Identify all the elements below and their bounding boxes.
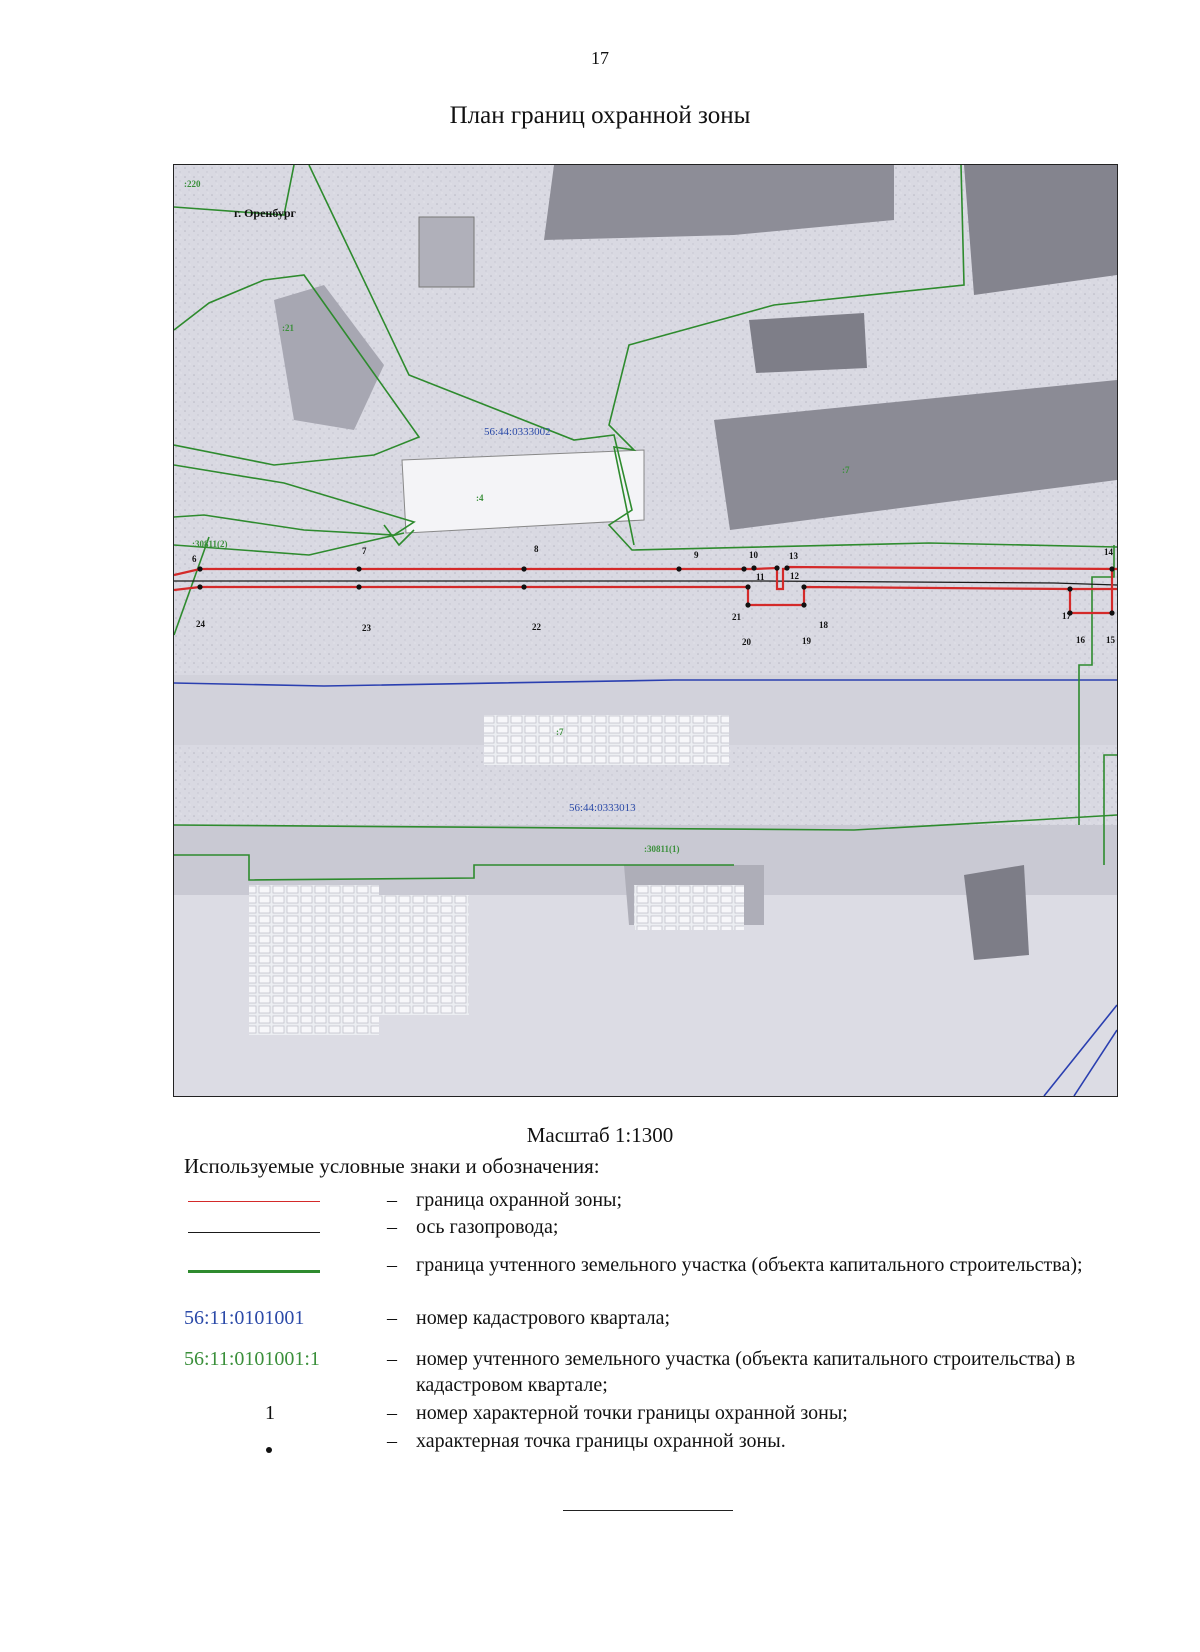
legend-item-zone-boundary	[184, 1187, 1084, 1213]
point-marker	[356, 584, 361, 589]
quarter-label: 56:44:0333013	[569, 802, 636, 814]
point-marker	[1067, 586, 1072, 591]
legend-title: Используемые условные знаки и обозначения:	[184, 1154, 600, 1178]
point-marker	[745, 584, 750, 589]
legend-text: номер характерной точки границы охранной зоны;	[416, 1402, 848, 1424]
point-label: 24	[196, 619, 205, 629]
point-label: 9	[694, 550, 699, 560]
legend-dash: –	[387, 1430, 397, 1452]
point-marker	[801, 584, 806, 589]
building-lower-right	[964, 865, 1029, 960]
parcel-label: :220	[184, 179, 201, 189]
point-marker	[784, 565, 789, 570]
point-marker	[197, 566, 202, 571]
point-marker	[741, 566, 746, 571]
building-top-right	[964, 165, 1117, 295]
parcel-label: :21	[282, 323, 294, 333]
material-stacks-2	[634, 885, 744, 930]
point-marker	[801, 602, 806, 607]
point-marker	[774, 565, 779, 570]
cadastral-map	[173, 164, 1118, 1097]
point-label: 14	[1104, 547, 1113, 557]
legend-dash: –	[387, 1307, 397, 1329]
quarter-number-sample: 56:11:0101001	[184, 1307, 305, 1329]
building-roof-4	[402, 450, 644, 533]
legend-text: характерная точка границы охранной зоны.	[416, 1430, 786, 1452]
point-label: 8	[534, 544, 539, 554]
parcel-label: :4	[476, 493, 484, 503]
city-label: г. Оренбург	[234, 206, 297, 220]
page-number: 17	[591, 48, 609, 68]
material-stacks-3	[249, 885, 379, 1035]
black-line-swatch	[188, 1232, 320, 1233]
point-label: 21	[732, 612, 741, 622]
red-line-swatch	[188, 1201, 320, 1202]
point-label: 19	[802, 636, 811, 646]
point-label: 10	[749, 550, 758, 560]
legend-text: ось газопровода;	[416, 1216, 559, 1238]
building-mid	[749, 313, 867, 373]
legend-dash: –	[387, 1402, 397, 1424]
point-marker	[521, 584, 526, 589]
legend-dash: –	[387, 1216, 397, 1238]
point-label: 11	[756, 572, 765, 582]
point-label: 20	[742, 637, 751, 647]
legend-item-parcel-number	[184, 1346, 1084, 1398]
point-label: 15	[1106, 635, 1115, 645]
bottom-rule	[563, 1510, 733, 1511]
quarter-label: 56:44:0333002	[484, 426, 551, 438]
legend-text: номер кадастрового квартала;	[416, 1307, 671, 1329]
point-label: 13	[789, 551, 798, 561]
parcel-number-sample: 56:11:0101001:1	[184, 1348, 320, 1370]
parcel-label: :7	[842, 465, 850, 475]
legend-item-parcel-boundary	[184, 1252, 1084, 1304]
scale-text: Масштаб 1:1300	[526, 1123, 674, 1147]
legend-dash: –	[387, 1189, 397, 1211]
legend-item-pipeline-axis	[184, 1214, 1084, 1240]
point-label: 12	[790, 571, 799, 581]
point-marker	[197, 584, 202, 589]
point-marker	[1109, 566, 1114, 571]
point-label: 7	[362, 546, 367, 556]
legend-text: граница учтенного земельного участка (объекта капитального строительства);	[416, 1254, 1083, 1276]
point-label: 22	[532, 622, 541, 632]
material-stacks-4	[379, 895, 469, 1015]
point-label: 23	[362, 623, 371, 633]
point-label: 18	[819, 620, 828, 630]
point-label: 6	[192, 554, 197, 564]
green-line-swatch	[188, 1270, 320, 1273]
point-marker	[356, 566, 361, 571]
legend-item-point-number	[184, 1400, 1084, 1426]
point-marker	[751, 565, 756, 570]
material-stacks-1	[484, 715, 729, 765]
legend-text: граница охранной зоны;	[416, 1189, 623, 1211]
parcel-label: :30811(1)	[644, 844, 680, 854]
legend-dash: –	[387, 1254, 397, 1276]
legend-item-quarter-number	[184, 1305, 1084, 1331]
legend-text: номер учтенного земельного участка (объекта капитального строительства) в кадастровом квартале;	[416, 1348, 1076, 1396]
point-label: 17	[1062, 611, 1071, 621]
dot-icon	[266, 1447, 272, 1453]
point-marker	[676, 566, 681, 571]
legend-item-point-marker	[184, 1428, 1084, 1454]
point-label: 16	[1076, 635, 1085, 645]
parcel-label: :30811(2)	[192, 539, 228, 549]
point-marker	[521, 566, 526, 571]
page-title: План границ охранной зоны	[449, 102, 751, 129]
point-marker	[1109, 610, 1114, 615]
point-number-sample: 1	[265, 1402, 275, 1424]
legend-dash: –	[387, 1348, 397, 1370]
parcel-label: :7	[556, 727, 564, 737]
building-small-1	[419, 217, 474, 287]
point-marker	[745, 602, 750, 607]
